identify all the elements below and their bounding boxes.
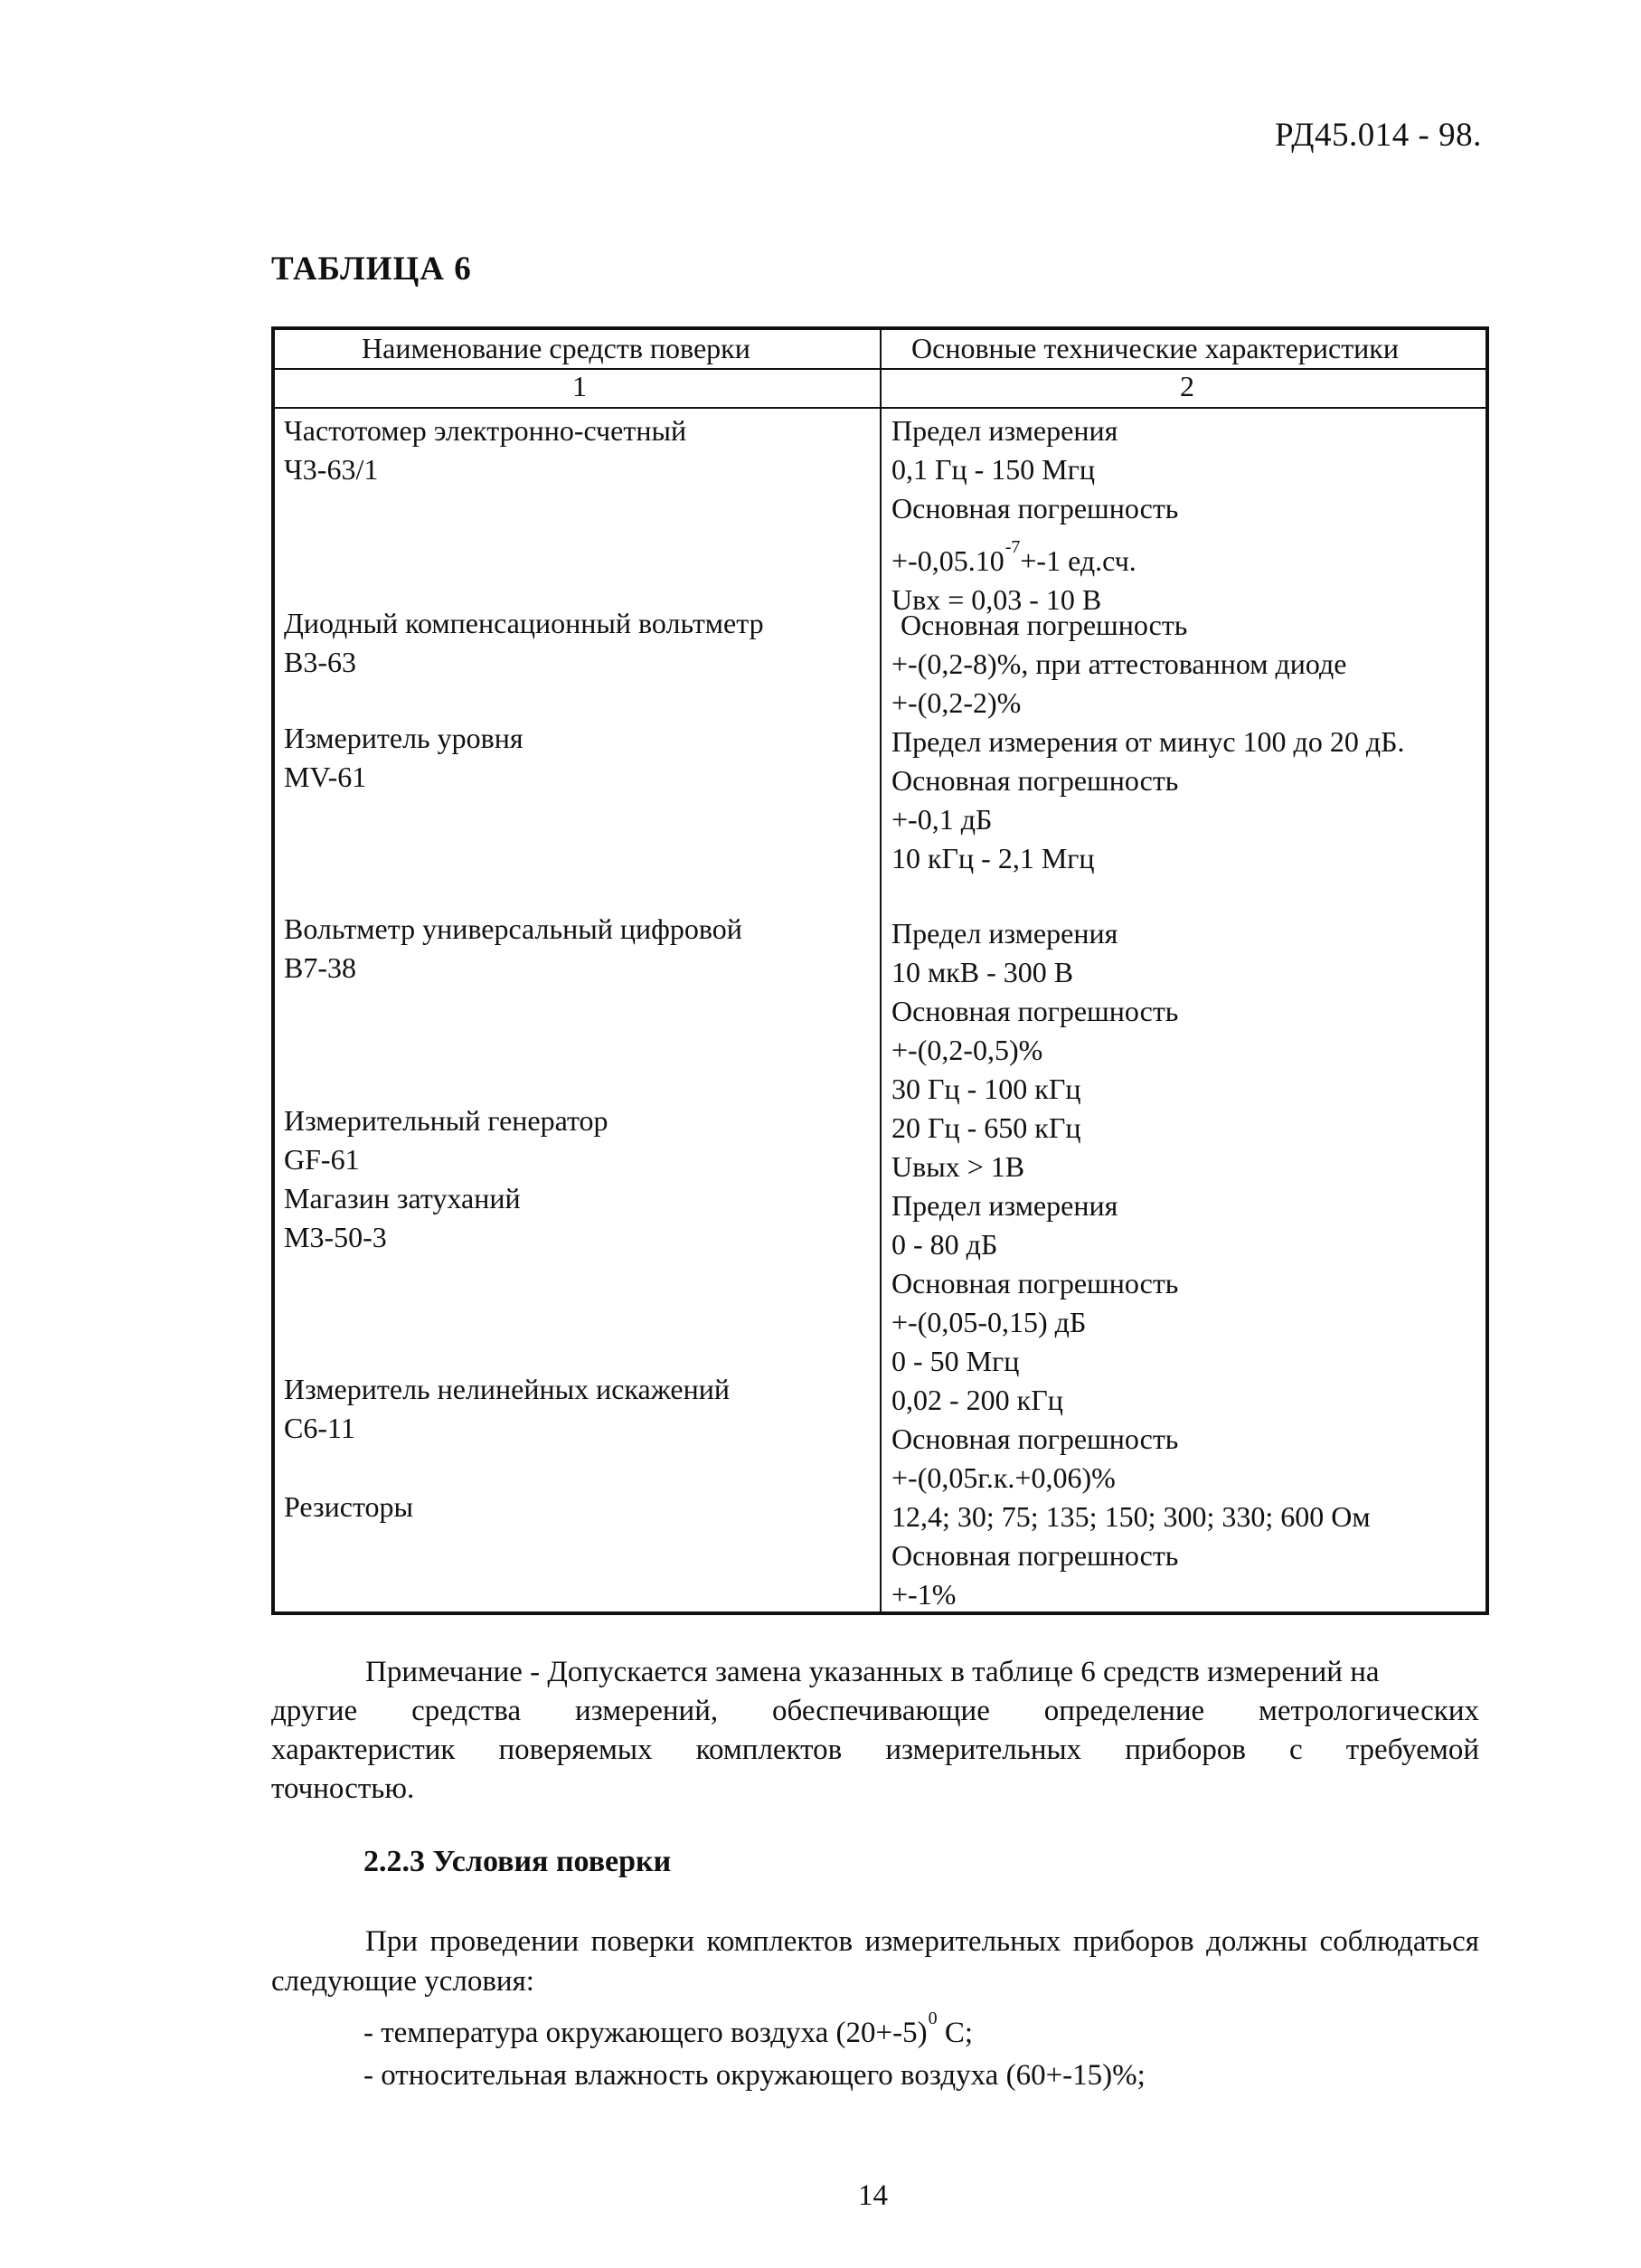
specs-frequency-meter: Предел измерения 0,1 Гц - 150 Мгц Основная погрешность $+-0,05.10^{-7}+-1$ ед.сч. Uвх = 0,03 - 10 В — [891, 414, 1179, 616]
specs-distortion-meter: 0,02 - 200 кГц Основная погрешность +-(0,05г.к.+0,06)% — [891, 1384, 1179, 1494]
instrument-diode-voltmeter: Диодный компенсационный вольтметр В3-63 — [284, 607, 764, 678]
note-line-4: точностью. — [271, 1772, 415, 1805]
condition-humidity: - относительная влажность окружающего воздуха (60+-15)%; — [363, 2059, 1146, 2092]
column-header-characteristics: Основные технические характеристики — [911, 332, 1399, 364]
verification-equipment-table — [271, 326, 1489, 1615]
table-title: ТАБЛИЦА 6 — [271, 250, 472, 288]
number-row-divider — [275, 407, 1485, 409]
instrument-universal-voltmeter: Вольтметр универсальный цифровой В7-38 — [284, 912, 742, 984]
header-divider — [275, 368, 1485, 370]
specs-diode-voltmeter: Основная погрешность +-(0,2-8)%, при аттестованном диоде +-(0,2-2)% — [891, 609, 1347, 719]
section-intro: При проведении поверки комплектов измерительных приборов должны соблюдаться следующие условия: — [271, 1925, 1479, 1998]
column-divider — [880, 330, 882, 1611]
column-header-name: Наименование средств поверки — [362, 332, 750, 364]
instrument-level-meter: Измеритель уровня MV-61 — [284, 722, 523, 793]
instrument-generator-attenuator: Измерительный генератор GF-61 Магазин затуханий М3-50-3 — [284, 1104, 608, 1253]
instrument-frequency-meter: Частотомер электронно-счетный Ч3-63/1 — [284, 414, 687, 486]
specs-level-meter: Предел измерения от минус 100 до 20 дБ. Основная погрешность +-0,1 дБ 10 кГц - 2,1 Мгц — [891, 725, 1405, 874]
table-note — [271, 1653, 1479, 1809]
instrument-distortion-meter: Измеритель нелинейных искажений С6-11 — [284, 1373, 730, 1444]
page-number: 14 — [858, 2179, 888, 2212]
document-code: РД45.014 - 98. — [1275, 117, 1482, 154]
frequency-error-line: $+-0,05.10^{-7}+-1$ ед.сч. — [891, 537, 1136, 577]
condition-temperature: - температура окружающего воздуха $(20+-5)^0$ С; — [363, 2008, 974, 2049]
specs-generator-attenuator: 20 Гц - 650 кГц Uвых > 1В Предел измерения 0 - 80 дБ Основная погрешность +-(0,05-0,15) дБ 0 - 50 Мгц — [891, 1111, 1179, 1377]
instrument-resistors: Резисторы — [284, 1490, 413, 1523]
note-line-1: Примечание - Допускается замена указанных в таблице 6 средств измерений на — [365, 1656, 1380, 1688]
specs-resistors: 12,4; 30; 75; 135; 150; 300; 330; 600 Ом Основная погрешность +-1% — [891, 1500, 1371, 1611]
column-number-2: 2 — [1180, 370, 1194, 402]
column-number-1: 1 — [572, 370, 587, 402]
note-line-3: характеристик поверяемых комплектов измерительных приборов с требуемой — [271, 1734, 1479, 1766]
section-heading: 2.2.3 Условия поверки — [363, 1845, 672, 1878]
specs-universal-voltmeter: Предел измерения 10 мкВ - 300 В Основная погрешность +-(0,2-0,5)% 30 Гц - 100 кГц — [891, 917, 1179, 1105]
note-line-2: другие средства измерений, обеспечивающие определение метрологических — [271, 1695, 1479, 1727]
